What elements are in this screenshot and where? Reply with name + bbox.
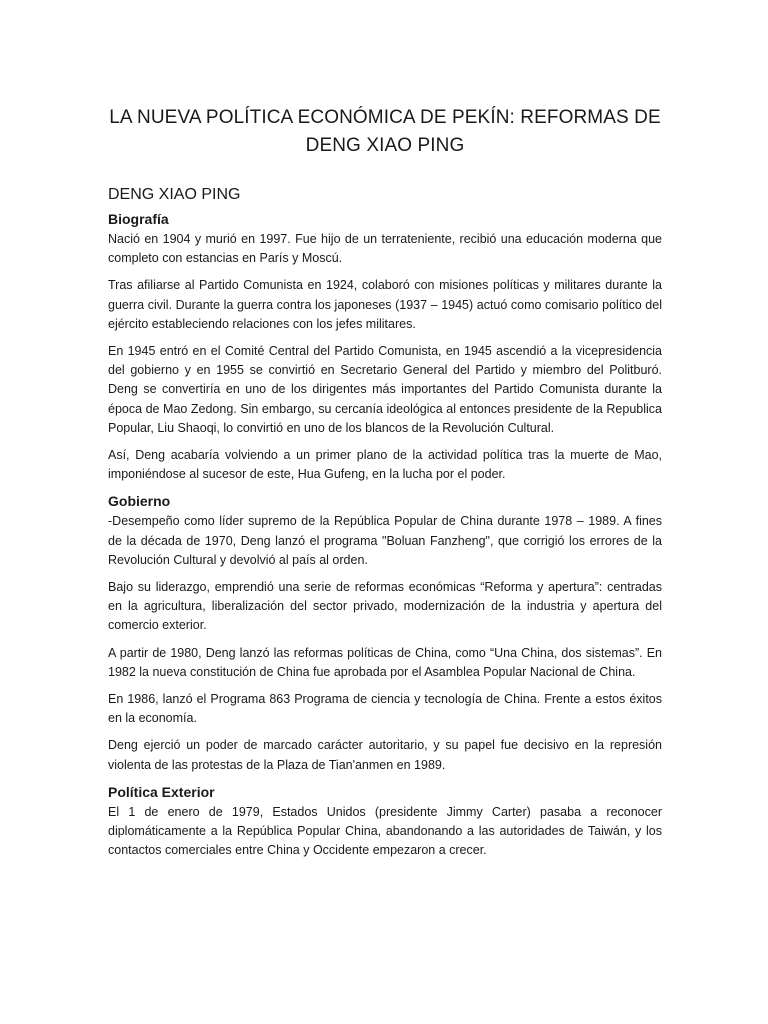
biografia-paragraph: Así, Deng acabaría volviendo a un primer plano de la actividad política tras la muerte de Mao, imponiéndose al sucesor de este, Hua Gufeng, en la lucha por el poder. <box>108 448 662 482</box>
document-title <box>108 104 662 160</box>
biografia-paragraph: Nació en 1904 y murió en 1997. Fue hijo de un terrateniente, recibió una educación moderna que completo con estancias en París y Moscú. <box>108 232 662 266</box>
section-heading: DENG XIAO PING <box>108 186 241 203</box>
politica-exterior-section <box>108 783 662 861</box>
biografia-section <box>108 210 662 484</box>
title-line-2: DENG XIAO PING <box>305 135 465 156</box>
gobierno-section <box>108 492 662 774</box>
gobierno-paragraph: -Desempeño como líder supremo de la República Popular de China durante 1978 – 1989. A fines de la década de 1970, Deng lanzó el programa "Boluan Fanzheng", que corrigió los errores de la Revolución Cultural y devolvió al país al orden. <box>108 514 662 567</box>
politica-exterior-heading: Política Exterior <box>108 783 215 800</box>
gobierno-paragraph: Bajo su liderazgo, emprendió una serie de reformas económicas “Reforma y apertura”: centradas en la agricultura, liberalización del sector privado, modernización de la industria y apertura del comercio exterior. <box>108 580 662 633</box>
politica-exterior-paragraph: El 1 de enero de 1979, Estados Unidos (presidente Jimmy Carter) pasaba a reconocer diplomáticamente a la República Popular China, abandonando a las autoridades de Taiwán, y los contactos comerciales entre China y Occidente empezaron a crecer. <box>108 804 662 858</box>
biografia-heading: Biografía <box>108 211 169 227</box>
gobierno-paragraph: En 1986, lanzó el Programa 863 Programa de ciencia y tecnología de China. Frente a estos éxitos en la economía. <box>108 692 662 726</box>
title-line-1: LA NUEVA POLÍTICA ECONÓMICA DE PEKÍN: REFORMAS DE <box>109 107 661 128</box>
biografia-paragraph: En 1945 entró en el Comité Central del Partido Comunista, en 1945 ascendió a la vicepresidencia del gobierno y en 1955 se convirtió en Secretario General del Partido y miembro del Politburó. Deng se convertiría en uno de los dirigentes más importantes del Partido Comunista durante la época de Mao Zedong. Sin embargo, su cercanía ideológica al entonces presidente de la Republica Popular, Liu Shaoqi, lo convirtió en uno de los blancos de la Revolución Cultural. <box>108 344 662 435</box>
gobierno-paragraph: Deng ejerció un poder de marcado carácter autoritario, y su papel fue decisivo en la represión violenta de las protestas de la Plaza de Tian'anmen en 1989. <box>108 738 662 772</box>
biografia-paragraph: Tras afiliarse al Partido Comunista en 1924, colaboró con misiones políticas y militares durante la guerra civil. Durante la guerra contra los japoneses (1937 – 1945) actuó como comisario político del ejército estableciendo relaciones con los jefes militares. <box>108 278 662 331</box>
gobierno-paragraph: A partir de 1980, Deng lanzó las reformas políticas de China, como “Una China, dos sistemas”. En 1982 la nueva constitución de China fue aprobada por el Asamblea Popular Nacional de China. <box>108 645 662 679</box>
gobierno-heading: Gobierno <box>108 493 171 510</box>
